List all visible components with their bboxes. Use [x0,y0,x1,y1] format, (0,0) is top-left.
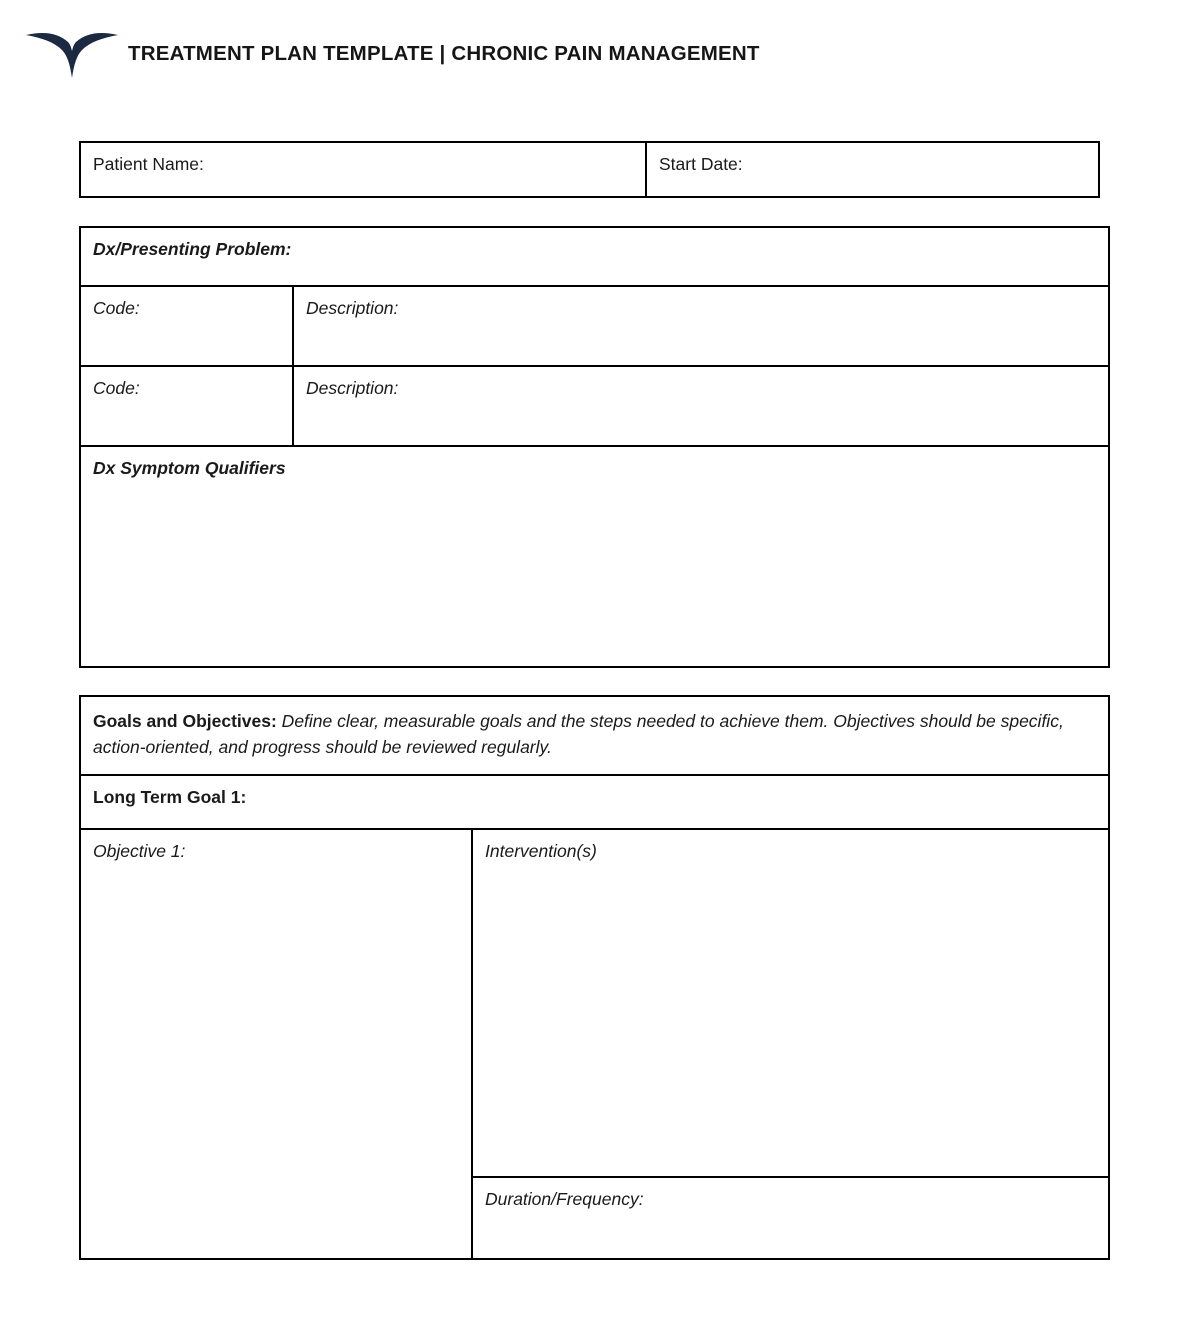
page-title: TREATMENT PLAN TEMPLATE | CHRONIC PAIN MANAGEMENT [128,42,760,65]
dx-section-header: Dx/Presenting Problem: [80,227,1109,286]
table-row [80,696,1109,775]
table-row [80,227,1109,286]
duration-frequency-field[interactable]: Duration/Frequency: [472,1177,1109,1259]
start-date-field[interactable]: Start Date: [646,142,1099,197]
patient-name-field[interactable]: Patient Name: [80,142,646,197]
table-row [80,286,1109,366]
document-header [0,0,1198,108]
table-row [80,366,1109,446]
table-row [80,775,1109,829]
table-row [80,829,1109,1177]
dx-symptom-qualifiers-field[interactable]: Dx Symptom Qualifiers [80,446,1109,667]
dx-description-field-2[interactable]: Description: [293,366,1109,446]
patient-info-table [79,141,1100,198]
table-row [80,446,1109,667]
goals-header-bold: Goals and Objectives: [93,711,277,731]
dx-code-field-1[interactable]: Code: [80,286,293,366]
dx-description-field-1[interactable]: Description: [293,286,1109,366]
goals-and-objectives-table [79,695,1110,1260]
intervention-field[interactable]: Intervention(s) [472,829,1109,1177]
dx-code-field-2[interactable]: Code: [80,366,293,446]
table-row [80,142,1099,197]
goals-header-description: Define clear, measurable goals and the steps needed to achieve them. Objectives should be specific, action-oriented, and progress should be reviewed regularly. [93,711,1064,758]
goals-section-header [80,696,1109,775]
long-term-goal-field[interactable]: Long Term Goal 1: [80,775,1109,829]
dx-presenting-problem-table [79,226,1110,668]
objective-field[interactable]: Objective 1: [80,829,472,1259]
wings-logo [22,23,122,85]
